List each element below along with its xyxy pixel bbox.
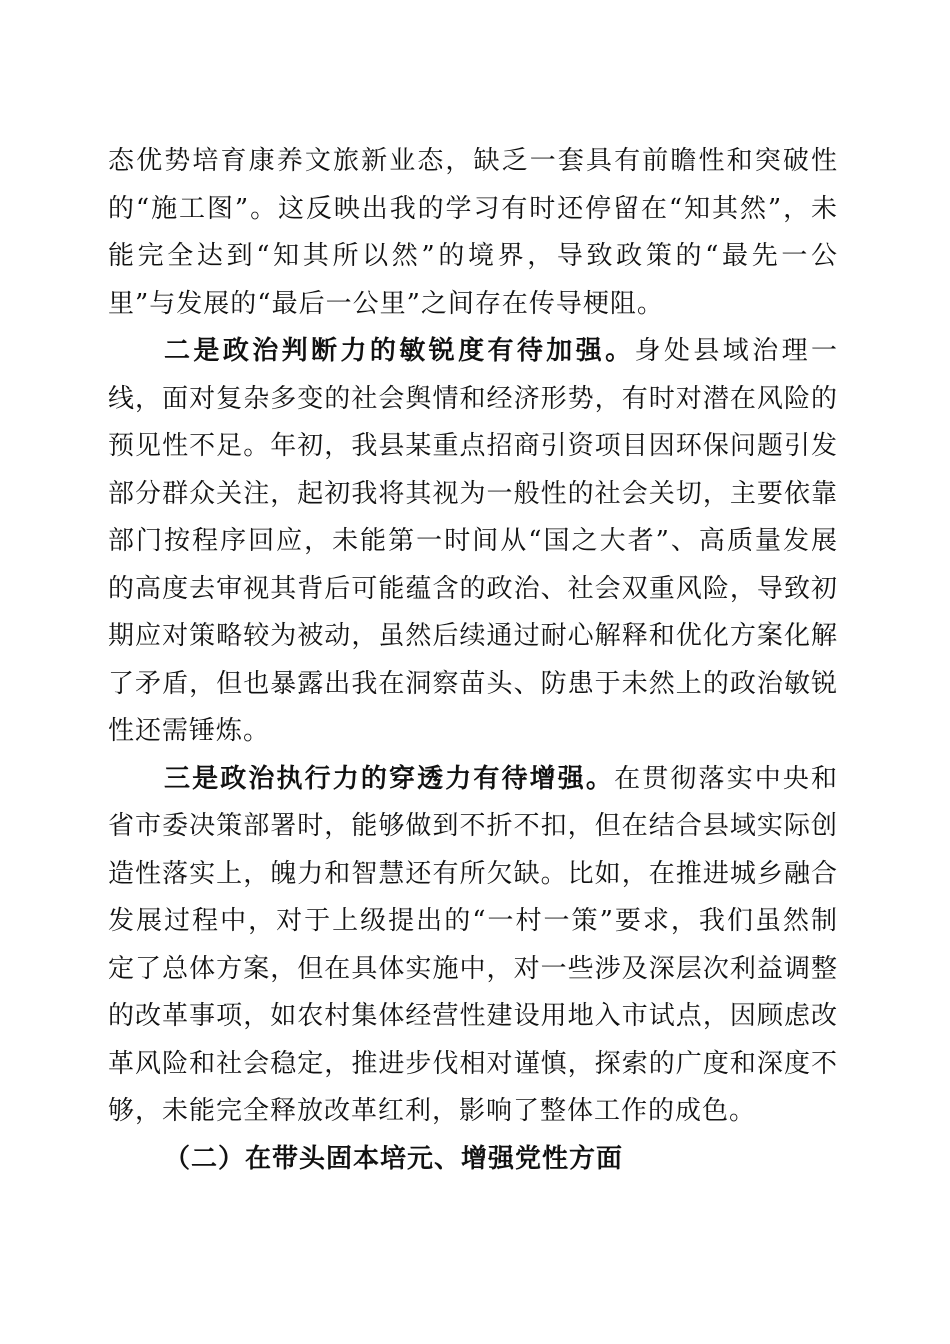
paragraph-text: 态优势培育康养文旅新业态，缺乏一套具有前瞻性和突破性的“施工图”。这反映出我的学习有时还停留在“知其然”，未能完全达到“知其所以然”的境界，导致政策的“最先一公里”与发展的“最后一公里”之间存在传导梗阻。: [108, 146, 838, 319]
paragraph-lead: 三是政治执行力的穿透力有待增强。: [164, 763, 615, 794]
section-heading: （二）在带头固本培元、增强党性方面: [164, 1143, 624, 1174]
paragraph-political-execution: [108, 756, 838, 1136]
document-body: [108, 138, 838, 1183]
paragraph-continuation: [108, 138, 838, 328]
paragraph-text: 身处县域治理一线，面对复杂多变的社会舆情和经济形势，有时对潜在风险的预见性不足。年初，我县某重点招商引资项目因环保问题引发部分群众关注，起初我将其视为一般性的社会关切，主要依靠部门按程序回应，未能第一时间从“国之大者”、高质量发展的高度去审视其背后可能蕴含的政治、社会双重风险，导致初期应对策略较为被动，虽然后续通过耐心解释和优化方案化解了矛盾，但也暴露出我在洞察苗头、防患于未然上的政治敏锐性还需锤炼。: [108, 336, 838, 746]
paragraph-text: 在贯彻落实中央和省市委决策部署时，能够做到不折不扣，但在结合县域实际创造性落实上，魄力和智慧还有所欠缺。比如，在推进城乡融合发展过程中，对于上级提出的“一村一策”要求，我们虽然制定了总体方案，但在具体实施中，对一些涉及深层次利益调整的改革事项，如农村集体经营性建设用地入市试点，因顾虑改革风险和社会稳定，推进步伐相对谨慎，探索的广度和深度不够，未能完全释放改革红利，影响了整体工作的成色。: [108, 763, 838, 1126]
paragraph-political-judgment: [108, 328, 838, 756]
paragraph-lead: 二是政治判断力的敏锐度有待加强。: [164, 336, 635, 366]
